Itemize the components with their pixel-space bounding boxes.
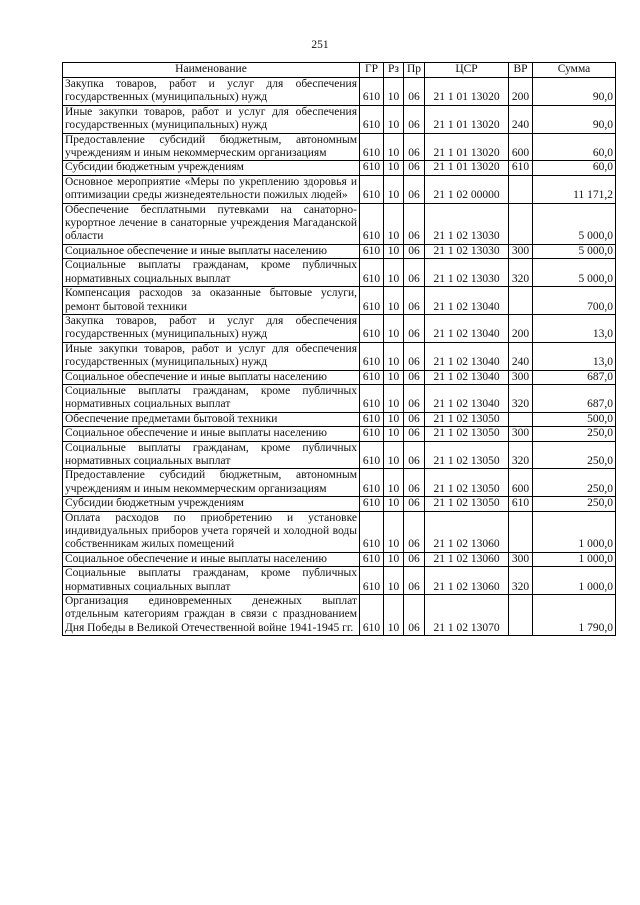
row-name: Социальное обеспечение и иные выплаты населению [63, 244, 360, 258]
row-vr: 300 [509, 427, 533, 441]
row-sum: 687,0 [533, 384, 616, 412]
row-sum: 250,0 [533, 469, 616, 497]
row-pr: 06 [404, 567, 425, 595]
row-name: Организация единовременных денежных выплат отдельным категориям граждан в связи с празднованием Дня Победы в Великой Отечественной войне 1941-1945 гг. [63, 595, 360, 636]
table-row [63, 552, 616, 566]
row-sum: 90,0 [533, 78, 616, 106]
row-name: Компенсация расходов за оказанные бытовые услуги, ремонт бытовой техники [63, 287, 360, 315]
row-pr: 06 [404, 384, 425, 412]
table-row [63, 595, 616, 636]
row-pr: 06 [404, 287, 425, 315]
table-row [63, 427, 616, 441]
row-sum: 11 171,2 [533, 175, 616, 203]
row-gr: 610 [360, 342, 384, 370]
table-row [63, 133, 616, 161]
row-pr: 06 [404, 412, 425, 426]
row-csr: 21 1 02 13040 [425, 287, 509, 315]
row-csr: 21 1 02 13050 [425, 469, 509, 497]
row-rz: 10 [384, 552, 404, 566]
row-vr: 320 [509, 259, 533, 287]
row-csr: 21 1 02 00000 [425, 175, 509, 203]
table-row [63, 370, 616, 384]
row-rz: 10 [384, 314, 404, 342]
table-row [63, 441, 616, 469]
row-pr: 06 [404, 441, 425, 469]
row-gr: 610 [360, 469, 384, 497]
row-gr: 610 [360, 497, 384, 511]
page-number: 251 [311, 39, 329, 51]
row-rz: 10 [384, 427, 404, 441]
row-vr [509, 412, 533, 426]
row-vr: 320 [509, 441, 533, 469]
row-vr [509, 595, 533, 636]
row-vr [509, 287, 533, 315]
table-header [63, 63, 616, 78]
row-name: Предоставление субсидий бюджетным, автономным учреждениям и иным некоммерческим организациям [63, 133, 360, 161]
row-rz: 10 [384, 342, 404, 370]
row-pr: 06 [404, 552, 425, 566]
row-name: Социальное обеспечение и иные выплаты населению [63, 552, 360, 566]
table-row [63, 511, 616, 552]
row-rz: 10 [384, 203, 404, 244]
row-sum: 60,0 [533, 161, 616, 175]
row-name: Социальные выплаты гражданам, кроме публичных нормативных социальных выплат [63, 259, 360, 287]
row-sum: 250,0 [533, 497, 616, 511]
table-row [63, 259, 616, 287]
row-gr: 610 [360, 567, 384, 595]
table-row [63, 384, 616, 412]
row-gr: 610 [360, 595, 384, 636]
row-vr: 320 [509, 567, 533, 595]
row-name: Социальное обеспечение и иные выплаты населению [63, 370, 360, 384]
row-rz: 10 [384, 105, 404, 133]
row-csr: 21 1 01 13020 [425, 78, 509, 106]
header-vr: ВР [509, 63, 533, 78]
row-gr: 610 [360, 287, 384, 315]
row-pr: 06 [404, 78, 425, 106]
table-row [63, 105, 616, 133]
row-csr: 21 1 02 13050 [425, 412, 509, 426]
row-gr: 610 [360, 161, 384, 175]
row-vr: 240 [509, 105, 533, 133]
row-rz: 10 [384, 497, 404, 511]
row-sum: 60,0 [533, 133, 616, 161]
row-gr: 610 [360, 175, 384, 203]
row-sum: 687,0 [533, 370, 616, 384]
header-row [63, 63, 616, 78]
row-rz: 10 [384, 161, 404, 175]
row-vr [509, 511, 533, 552]
row-csr: 21 1 02 13040 [425, 384, 509, 412]
row-name: Социальное обеспечение и иные выплаты населению [63, 427, 360, 441]
row-name: Социальные выплаты гражданам, кроме публичных нормативных социальных выплат [63, 384, 360, 412]
row-csr: 21 1 01 13020 [425, 105, 509, 133]
row-vr: 300 [509, 244, 533, 258]
row-name: Обеспечение предметами бытовой техники [63, 412, 360, 426]
row-sum: 1 000,0 [533, 567, 616, 595]
row-name: Основное мероприятие «Меры по укреплению здоровья и оптимизации среды жизнедеятельности пожилых людей» [63, 175, 360, 203]
row-gr: 610 [360, 244, 384, 258]
row-name: Предоставление субсидий бюджетным, автономным учреждениям и иным некоммерческим организациям [63, 469, 360, 497]
row-csr: 21 1 02 13040 [425, 370, 509, 384]
row-vr: 600 [509, 133, 533, 161]
row-vr [509, 203, 533, 244]
table-row [63, 469, 616, 497]
row-rz: 10 [384, 595, 404, 636]
row-sum: 90,0 [533, 105, 616, 133]
header-name: Наименование [63, 63, 360, 78]
row-pr: 06 [404, 427, 425, 441]
row-name: Субсидии бюджетным учреждениям [63, 161, 360, 175]
row-sum: 700,0 [533, 287, 616, 315]
header-pr: Пр [404, 63, 425, 78]
row-csr: 21 1 02 13050 [425, 427, 509, 441]
row-pr: 06 [404, 511, 425, 552]
table-row [63, 287, 616, 315]
row-rz: 10 [384, 370, 404, 384]
row-csr: 21 1 02 13060 [425, 511, 509, 552]
row-sum: 1 000,0 [533, 552, 616, 566]
row-vr: 610 [509, 497, 533, 511]
row-name: Социальные выплаты гражданам, кроме публичных нормативных социальных выплат [63, 567, 360, 595]
row-name: Социальные выплаты гражданам, кроме публичных нормативных социальных выплат [63, 441, 360, 469]
header-gr: ГР [360, 63, 384, 78]
row-rz: 10 [384, 469, 404, 497]
row-vr: 240 [509, 342, 533, 370]
table-row [63, 203, 616, 244]
budget-table [62, 62, 616, 636]
row-pr: 06 [404, 259, 425, 287]
row-vr: 300 [509, 552, 533, 566]
table-row [63, 314, 616, 342]
row-gr: 610 [360, 105, 384, 133]
table-row [63, 161, 616, 175]
row-name: Закупка товаров, работ и услуг для обеспечения государственных (муниципальных) нужд [63, 314, 360, 342]
row-sum: 1 790,0 [533, 595, 616, 636]
header-csr: ЦСР [425, 63, 509, 78]
row-name: Оплата расходов по приобретению и установке индивидуальных приборов учета горячей и холодной воды собственникам жилых помещений [63, 511, 360, 552]
row-gr: 610 [360, 441, 384, 469]
row-csr: 21 1 01 13020 [425, 133, 509, 161]
table-row [63, 175, 616, 203]
table-row [63, 412, 616, 426]
row-name: Субсидии бюджетным учреждениям [63, 497, 360, 511]
row-rz: 10 [384, 412, 404, 426]
row-vr: 610 [509, 161, 533, 175]
row-sum: 5 000,0 [533, 259, 616, 287]
row-vr: 200 [509, 314, 533, 342]
row-rz: 10 [384, 133, 404, 161]
row-sum: 500,0 [533, 412, 616, 426]
row-sum: 5 000,0 [533, 244, 616, 258]
row-gr: 610 [360, 412, 384, 426]
row-sum: 13,0 [533, 342, 616, 370]
row-name: Закупка товаров, работ и услуг для обеспечения государственных (муниципальных) нужд [63, 78, 360, 106]
row-pr: 06 [404, 175, 425, 203]
row-csr: 21 1 02 13040 [425, 314, 509, 342]
row-csr: 21 1 01 13020 [425, 161, 509, 175]
row-vr [509, 175, 533, 203]
row-csr: 21 1 02 13050 [425, 441, 509, 469]
row-rz: 10 [384, 78, 404, 106]
table-row [63, 497, 616, 511]
row-pr: 06 [404, 314, 425, 342]
row-rz: 10 [384, 567, 404, 595]
row-sum: 5 000,0 [533, 203, 616, 244]
row-pr: 06 [404, 342, 425, 370]
row-csr: 21 1 02 13060 [425, 552, 509, 566]
row-pr: 06 [404, 469, 425, 497]
header-sum: Сумма [533, 63, 616, 78]
table-row [63, 342, 616, 370]
row-rz: 10 [384, 441, 404, 469]
table-row [63, 78, 616, 106]
row-pr: 06 [404, 133, 425, 161]
row-rz: 10 [384, 244, 404, 258]
row-name: Иные закупки товаров, работ и услуг для обеспечения государственных (муниципальных) нужд [63, 342, 360, 370]
row-gr: 610 [360, 511, 384, 552]
row-pr: 06 [404, 595, 425, 636]
row-gr: 610 [360, 427, 384, 441]
row-rz: 10 [384, 287, 404, 315]
row-gr: 610 [360, 259, 384, 287]
row-sum: 13,0 [533, 314, 616, 342]
table-body [63, 78, 616, 636]
row-rz: 10 [384, 175, 404, 203]
row-csr: 21 1 02 13060 [425, 567, 509, 595]
row-pr: 06 [404, 105, 425, 133]
row-csr: 21 1 02 13040 [425, 342, 509, 370]
row-rz: 10 [384, 259, 404, 287]
header-rz: Рз [384, 63, 404, 78]
row-vr: 600 [509, 469, 533, 497]
row-pr: 06 [404, 203, 425, 244]
row-pr: 06 [404, 497, 425, 511]
row-name: Иные закупки товаров, работ и услуг для обеспечения государственных (муниципальных) нужд [63, 105, 360, 133]
row-pr: 06 [404, 161, 425, 175]
table-row [63, 244, 616, 258]
row-rz: 10 [384, 384, 404, 412]
row-gr: 610 [360, 314, 384, 342]
row-vr: 320 [509, 384, 533, 412]
row-csr: 21 1 02 13030 [425, 203, 509, 244]
row-gr: 610 [360, 384, 384, 412]
row-csr: 21 1 02 13050 [425, 497, 509, 511]
row-pr: 06 [404, 244, 425, 258]
row-pr: 06 [404, 370, 425, 384]
row-gr: 610 [360, 370, 384, 384]
table-row [63, 567, 616, 595]
row-sum: 250,0 [533, 441, 616, 469]
row-csr: 21 1 02 13030 [425, 259, 509, 287]
row-vr: 300 [509, 370, 533, 384]
row-gr: 610 [360, 78, 384, 106]
row-gr: 610 [360, 133, 384, 161]
row-gr: 610 [360, 552, 384, 566]
row-sum: 1 000,0 [533, 511, 616, 552]
row-csr: 21 1 02 13030 [425, 244, 509, 258]
row-sum: 250,0 [533, 427, 616, 441]
row-vr: 200 [509, 78, 533, 106]
row-rz: 10 [384, 511, 404, 552]
row-name: Обеспечение бесплатными путевками на санаторно-курортное лечение в санаторные учреждения Магаданской области [63, 203, 360, 244]
row-gr: 610 [360, 203, 384, 244]
row-csr: 21 1 02 13070 [425, 595, 509, 636]
